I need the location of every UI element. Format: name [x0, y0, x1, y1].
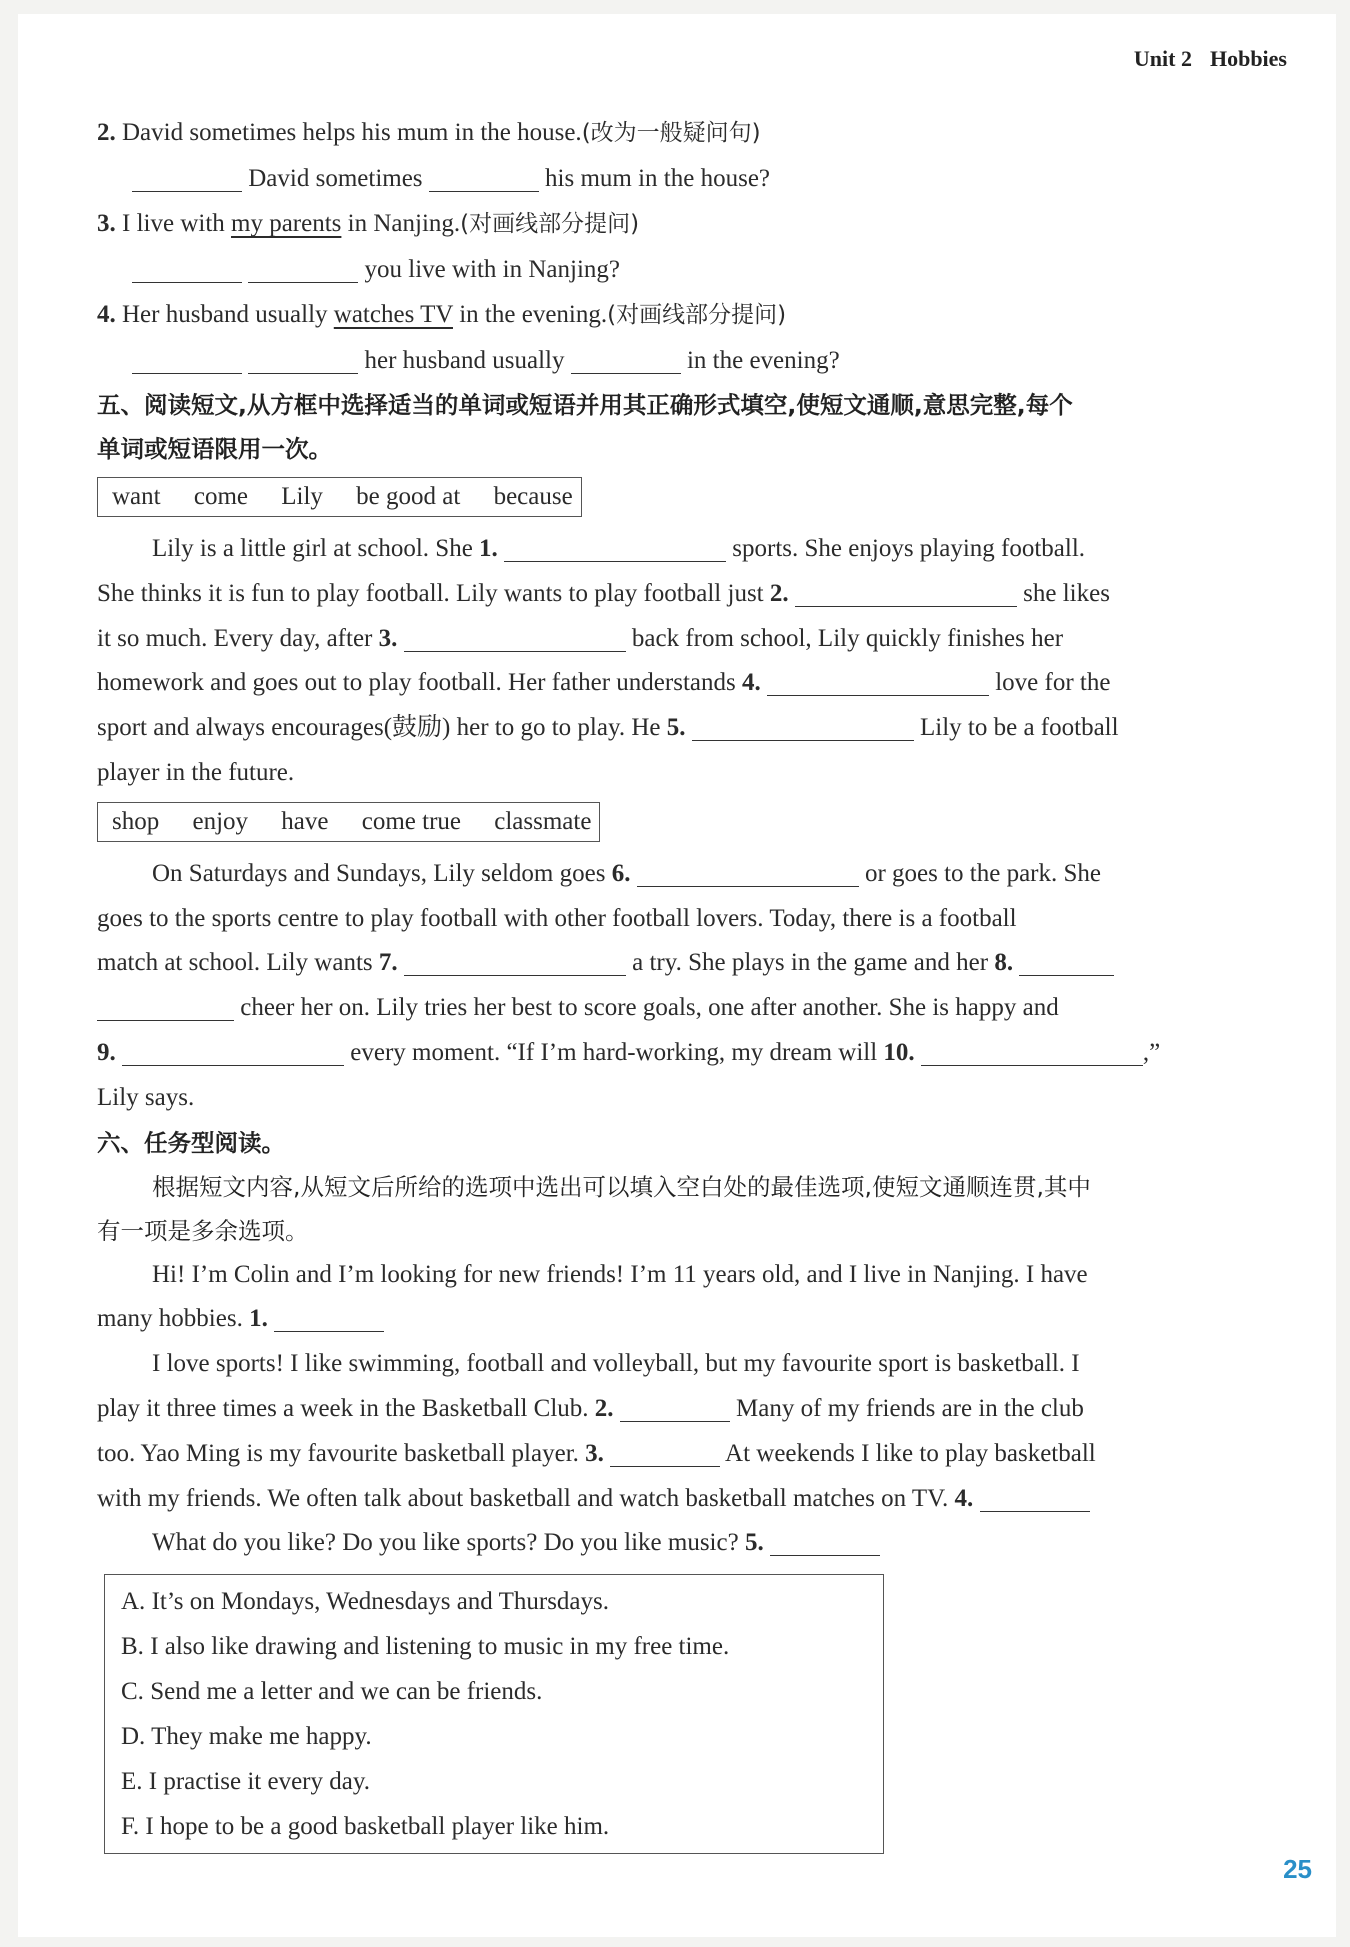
- option-e: E. I practise it every day.: [121, 1768, 370, 1796]
- option-c: C. Send me a letter and we can be friends.: [121, 1678, 543, 1706]
- option-a: A. It’s on Mondays, Wednesdays and Thursdays.: [121, 1588, 609, 1616]
- answer-blank[interactable]: [404, 949, 626, 976]
- option-f: F. I hope to be a good basketball player like him.: [121, 1813, 610, 1841]
- answer-blank[interactable]: [620, 1395, 730, 1422]
- word-option: shop: [112, 807, 160, 835]
- question-3: 3. I live with my parents in Nanjing.(对画线部分提问): [97, 210, 640, 237]
- underlined-phrase: my parents: [231, 210, 342, 237]
- section-5-title-cont: 单词或短语限用一次。: [97, 435, 332, 463]
- answer-blank[interactable]: [770, 1529, 880, 1556]
- word-option: want: [112, 483, 161, 510]
- option-d: D. They make me happy.: [121, 1723, 372, 1751]
- word-option: come true: [361, 807, 461, 835]
- section-5-title: 五、阅读短文,从方框中选择适当的单词或短语并用其正确形式填空,使短文通顺,意思完整,每个: [97, 391, 1073, 419]
- word-option: Lily: [281, 483, 323, 510]
- content: [97, 40, 1287, 1854]
- answer-blank-cont[interactable]: [97, 994, 234, 1021]
- word-option: enjoy: [192, 807, 249, 835]
- page-number: 25: [1283, 1854, 1312, 1884]
- passage-1: Lily is a little girl at school. She 1. sports. She enjoys playing football. She thinks it is fun to play football. Lily wants to play football just 2. she likes it so much. Every day, after 3. back from school, Lily quickly finishes her homework and goes out to play football. Her father understands 4. love for the sport and always encourages(鼓励) her to go to play. He 5. Lily to be a football player in the future.: [97, 535, 1119, 786]
- answer-blank[interactable]: [274, 1305, 384, 1332]
- answer-blank[interactable]: [921, 1039, 1143, 1066]
- answer-blank[interactable]: [122, 1039, 344, 1066]
- unit-label: Unit 2: [1133, 46, 1192, 71]
- word-option: have: [281, 807, 329, 835]
- word-option: come: [193, 483, 248, 510]
- answer-blank[interactable]: [1019, 949, 1114, 976]
- answer-blank[interactable]: [767, 669, 989, 696]
- passage-3: Hi! I’m Colin and I’m looking for new friends! I’m 11 years old, and I live in Nanjing. I have many hobbies. 1. I love sports! I like swimming, football and volleyball, but my favourite sport is basketball. I play it three times a week in the Basketball Club. 2. Many of my friends are in the club too. Yao Ming is my favourite basketball player. 3. At weekends I like to play basketball with my friends. We often talk about basketball and watch basketball matches on TV. 4. What do you like? Do you like sports? Do you like music? 5.: [97, 1260, 1096, 1557]
- options-box: [104, 1574, 884, 1854]
- question-2: 2. David sometimes helps his mum in the house.(改为一般疑问句): [97, 119, 761, 146]
- word-option: because: [493, 483, 573, 510]
- answer-blank[interactable]: [248, 347, 358, 374]
- question-4: 4. Her husband usually watches TV in the evening.(对画线部分提问): [97, 301, 787, 328]
- answer-blank[interactable]: [504, 535, 726, 562]
- section-6-instructions: 根据短文内容,从短文后所给的选项中选出可以填入空白处的最佳选项,使短文通顺连贯,其中: [152, 1172, 1091, 1201]
- word-box-2: [97, 802, 600, 842]
- answer-4: her husband usually in the evening?: [97, 338, 1287, 383]
- answer-blank[interactable]: [404, 625, 626, 652]
- unit-title: Hobbies: [1209, 46, 1287, 71]
- section-6-instructions-cont: 有一项是多余选项。: [97, 1216, 309, 1245]
- answer-blank[interactable]: [132, 347, 242, 374]
- answer-blank[interactable]: [610, 1440, 720, 1467]
- word-option: classmate: [494, 807, 592, 835]
- answer-blank[interactable]: [132, 256, 242, 283]
- word-box-1: [97, 477, 582, 517]
- answer-blank[interactable]: [248, 256, 358, 283]
- answer-blank[interactable]: [132, 165, 242, 192]
- answer-3: you live with in Nanjing?: [97, 247, 1287, 292]
- option-b: B. I also like drawing and listening to music in my free time.: [121, 1633, 730, 1661]
- underlined-phrase: watches TV: [333, 301, 453, 328]
- answer-blank[interactable]: [637, 860, 859, 887]
- word-option: be good at: [356, 483, 461, 510]
- answer-blank[interactable]: [795, 580, 1017, 607]
- answer-blank[interactable]: [429, 165, 539, 192]
- answer-blank[interactable]: [692, 714, 914, 741]
- passage-2: On Saturdays and Sundays, Lily seldom goes 6. or goes to the park. She goes to the sports centre to play football with other football lovers. Today, there is a football match at school. Lily wants 7. a try. She plays in the game and her 8. cheer her on. Lily tries her best to score goals, one after another. She is happy and 9. every moment. “If I’m hard-working, my dream will 10. ,” Lily says.: [97, 859, 1161, 1111]
- answer-2: David sometimes his mum in the house?: [97, 156, 1287, 201]
- answer-blank[interactable]: [571, 347, 681, 374]
- answer-blank[interactable]: [980, 1485, 1090, 1512]
- section-6-title: 六、任务型阅读。: [97, 1128, 285, 1157]
